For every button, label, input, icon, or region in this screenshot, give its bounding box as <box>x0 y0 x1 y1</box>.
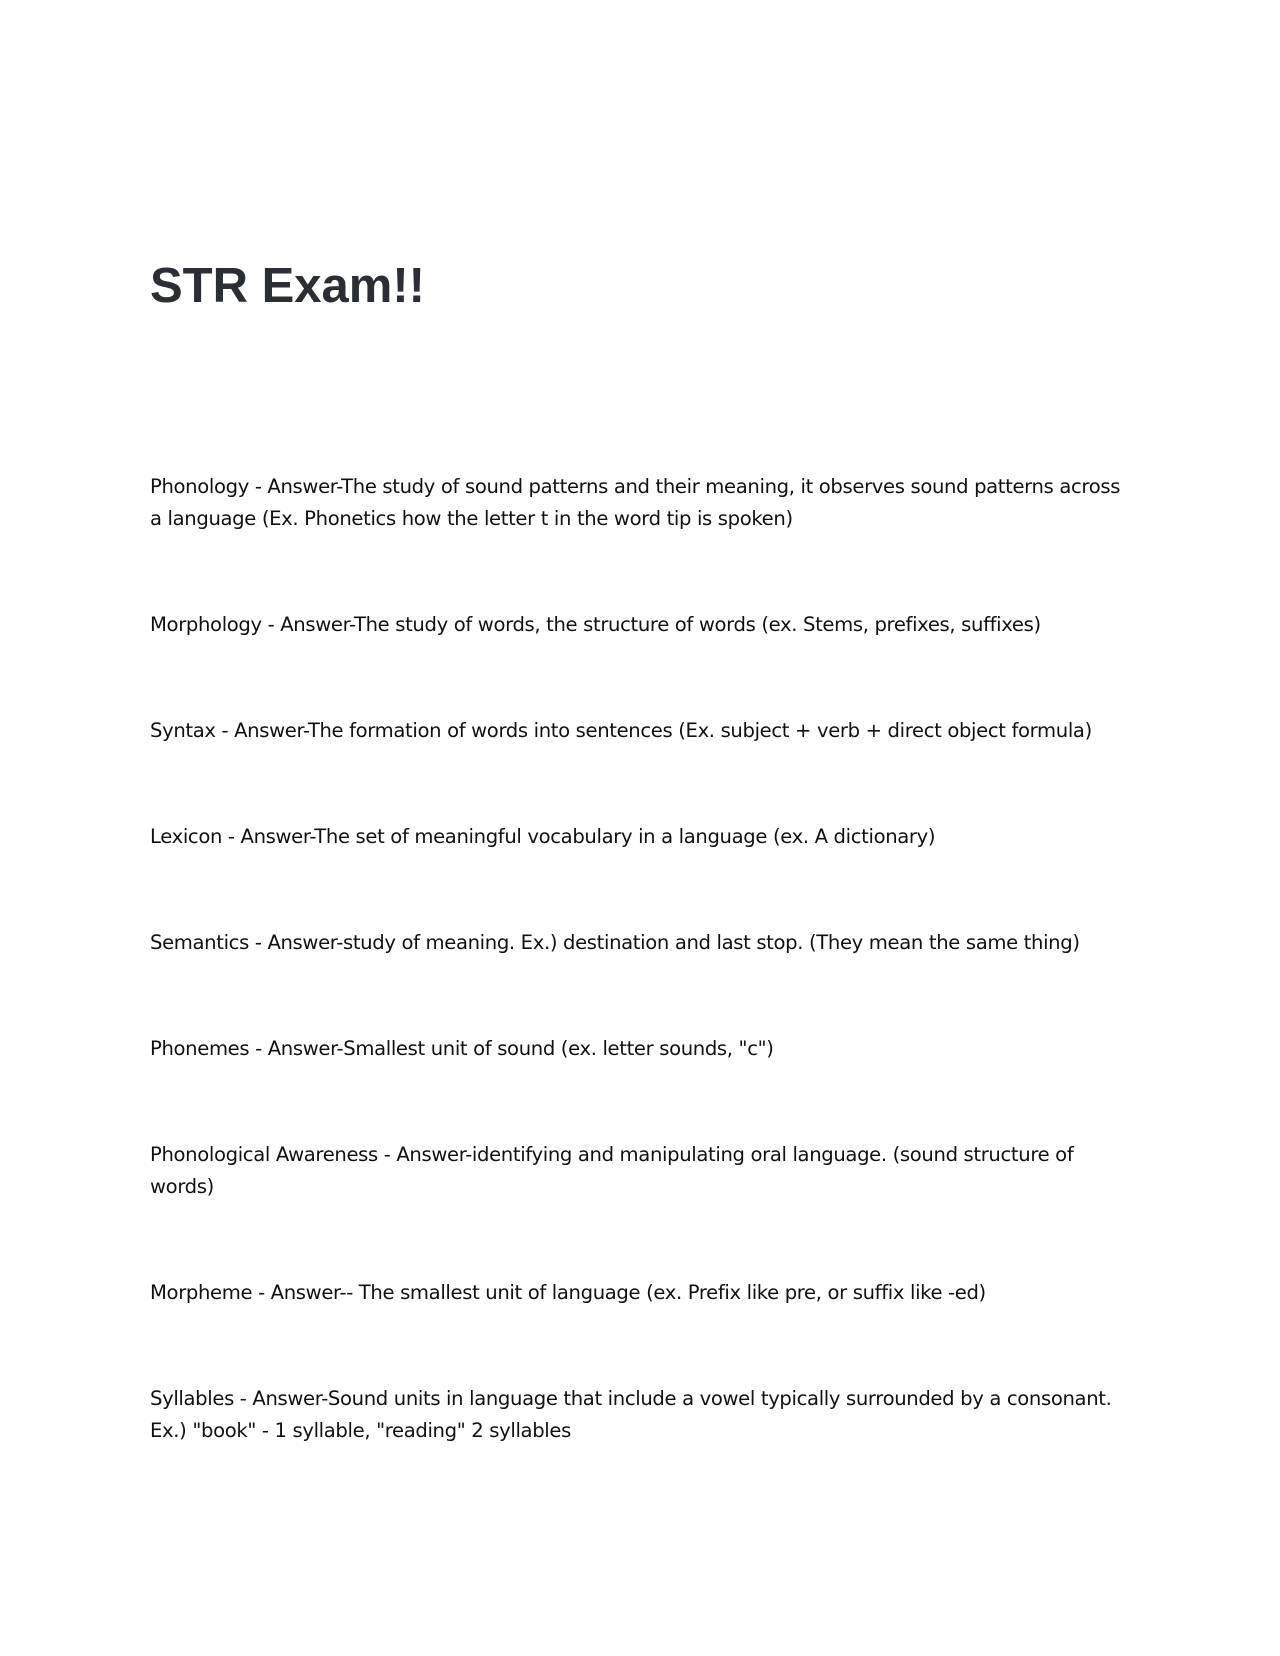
flashcard-entry-phonemes: Phonemes - Answer-Smallest unit of sound (ex. letter sounds, "c") <box>150 1037 774 1060</box>
page-title: STR Exam!! <box>150 259 426 313</box>
flashcard-entry-morphology: Morphology - Answer-The study of words, the structure of words (ex. Stems, prefixes, suffixes) <box>150 613 1041 636</box>
flashcard-entry-syllables: Syllables - Answer-Sound units in language that include a vowel typically surrounded by a consonant. Ex.) "book" - 1 syllable, "reading" 2 syllables <box>150 1387 1112 1442</box>
flashcard-entry-phonology: Phonology - Answer-The study of sound patterns and their meaning, it observes sound patterns across a language (Ex. Phonetics how the letter t in the word tip is spoken) <box>150 475 1121 530</box>
flashcard-entry-semantics: Semantics - Answer-study of meaning. Ex.) destination and last stop. (They mean the same thing) <box>150 931 1080 954</box>
flashcard-entry-lexicon: Lexicon - Answer-The set of meaningful vocabulary in a language (ex. A dictionary) <box>150 825 936 848</box>
flashcard-entry-phonological-awareness: Phonological Awareness - Answer-identifying and manipulating oral language. (sound structure of words) <box>150 1143 1074 1198</box>
flashcard-entry-syntax: Syntax - Answer-The formation of words into sentences (Ex. subject + verb + direct object formula) <box>150 719 1092 742</box>
flashcard-entry-morpheme: Morpheme - Answer-- The smallest unit of language (ex. Prefix like pre, or suffix like -ed) <box>150 1281 986 1304</box>
